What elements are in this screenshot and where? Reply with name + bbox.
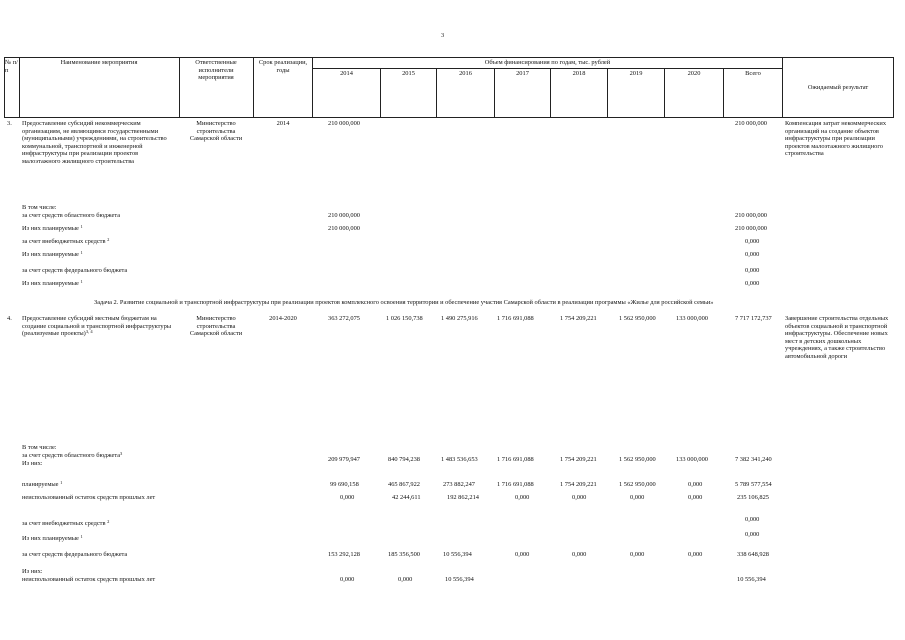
- row4-regional-total: 7 382 341,240: [735, 456, 772, 463]
- row4-regional: 133 000,000: [676, 456, 708, 463]
- row3-including: В том числе:: [22, 204, 57, 211]
- header-executors: Ответственные исполнители мероприятия: [195, 59, 237, 82]
- row4-regional: 1 562 950,000: [619, 456, 656, 463]
- row4-federal-label: за счет средств федерального бюджета: [22, 551, 128, 558]
- row4-unused-total: 235 106,825: [737, 494, 769, 501]
- row4-planned-total: 5 789 577,554: [735, 481, 772, 488]
- row4-regional: 1 754 209,221: [560, 456, 597, 463]
- row4-federal: 0,000: [572, 551, 587, 558]
- row3-sub-label: за счет средств областного бюджета: [22, 212, 121, 219]
- row4-value: 363 272,075: [328, 315, 360, 322]
- header-year: 2020: [687, 70, 701, 77]
- header-name: Наименование мероприятия: [60, 59, 138, 66]
- row4-value: 1 716 691,088: [497, 315, 534, 322]
- row4-planned: 1 716 691,088: [497, 481, 534, 488]
- row4-value: 1 562 950,000: [619, 315, 656, 322]
- row4-value: 1 490 275,916: [441, 315, 478, 322]
- row4-extra-planned-total: 0,000: [745, 531, 760, 538]
- row4-executor: Министерство строительства Самарской области: [189, 315, 243, 338]
- row3-result: Компенсация затрат некоммерческих организаций на создание объектов инфраструктуры при реализации проектов малоэтажного жилищного строительства: [785, 120, 887, 158]
- row3-sub-total: 0,000: [745, 280, 760, 287]
- row3-sub-2014: 210 000,000: [328, 225, 360, 232]
- row4-planned: 273 882,247: [443, 481, 475, 488]
- row4-of-them2: Из них:: [22, 568, 43, 575]
- header-total: Всего: [745, 70, 761, 77]
- row4-num: 4.: [7, 315, 12, 322]
- col-line: [893, 57, 894, 118]
- header-year: 2015: [402, 70, 415, 77]
- row4-planned: 465 867,922: [388, 481, 420, 488]
- row4-of-them: Из них:: [22, 460, 43, 467]
- row4-planned: 1 562 950,000: [619, 481, 656, 488]
- row4-federal-total: 338 648,928: [737, 551, 769, 558]
- row3-total: 210 000,000: [735, 120, 767, 127]
- row4-including: В том числе:: [22, 444, 57, 451]
- row3-sub-label: Из них планируемые $^1$: [22, 250, 83, 258]
- row3-sub-total: 210 000,000: [735, 225, 767, 232]
- row4-planned: 1 754 209,221: [560, 481, 597, 488]
- row4-extra-total: 0,000: [745, 516, 760, 523]
- header-bottom-border: [4, 117, 893, 118]
- row3-2014: 210 000,000: [328, 120, 360, 127]
- row4-planned-label: планируемые $^1$: [22, 480, 63, 488]
- row4-planned: 99 690,158: [330, 481, 359, 488]
- row4-unused: 42 244,611: [392, 494, 421, 501]
- row4-planned: 0,000: [688, 481, 703, 488]
- row4-value: 133 000,000: [676, 315, 708, 322]
- header-year: 2014: [340, 70, 353, 77]
- header-year: 2017: [516, 70, 529, 77]
- row4-term: 2014-2020: [269, 315, 297, 322]
- row4-regional-label: за счет средств областного бюджета$^3$: [22, 451, 123, 459]
- row4-federal: 153 292,128: [328, 551, 360, 558]
- row4-fed-unused: 0,000: [340, 576, 355, 583]
- col-line: [179, 57, 180, 118]
- row3-sub-total: 0,000: [745, 251, 760, 258]
- task2-heading: Задача 2. Развитие социальной и транспортной инфраструктуры при реализации проектов комплексного освоения территории и обеспечение участия Самарской области в реализации программы «Жилье для российской семьи»: [94, 299, 714, 306]
- row4-name: Предоставление субсидий местным бюджетам на создание социальной и транспортной инфраструктуры (реализуемые проекты)$^{3, 4}$: [22, 315, 172, 338]
- row4-unused-label: неиспользованный остаток средств прошлых лет: [22, 494, 156, 501]
- row4-federal: 185 356,500: [388, 551, 420, 558]
- header-year: 2016: [459, 70, 472, 77]
- row4-federal: 0,000: [630, 551, 645, 558]
- header-term: Срок реализации, годы: [258, 59, 308, 74]
- header-financing: Объем финансирования по годам, тыс. рублей: [484, 59, 611, 66]
- row4-result: Завершение строительства отдельных объектов социальной и транспортной инфраструктуры. Обеспечение новых мест в детских дошкольных учреждениях, а также строительство автомобильной дороги: [785, 315, 889, 360]
- row4-extra-label: за счет внебюджетных средств $^2$: [22, 519, 110, 527]
- row3-sub-label: за счет средств федерального бюджета: [22, 267, 128, 274]
- row4-unused: 192 862,214: [447, 494, 479, 501]
- row3-sub-total: 0,000: [745, 238, 760, 245]
- row3-executor: Министерство строительства Самарской области: [189, 120, 243, 143]
- page-number: 3: [441, 32, 445, 39]
- row4-total: 7 717 172,737: [735, 315, 772, 322]
- header-year: 2018: [572, 70, 586, 77]
- row4-value: 1 754 209,221: [560, 315, 597, 322]
- row3-sub-2014: 210 000,000: [328, 212, 360, 219]
- row3-sub-total: 210 000,000: [735, 212, 767, 219]
- row4-regional: 1 716 691,088: [497, 456, 534, 463]
- row3-num: 3.: [7, 120, 12, 127]
- row4-value: 1 026 150,738: [386, 315, 423, 322]
- row4-federal: 0,000: [688, 551, 703, 558]
- row4-regional: 209 979,947: [328, 456, 360, 463]
- row4-unused: 0,000: [572, 494, 587, 501]
- row4-federal: 10 556,394: [443, 551, 472, 558]
- row3-sub-label: за счет внебюджетных средств $^2$: [22, 237, 110, 245]
- header-year: 2019: [629, 70, 643, 77]
- row3-sub-label: Из них планируемые $^1$: [22, 279, 83, 287]
- row4-unused: 0,000: [340, 494, 355, 501]
- financing-header-divider: [312, 68, 782, 69]
- row3-sub-label: Из них планируемые $^1$: [22, 224, 83, 232]
- row4-unused: 0,000: [630, 494, 645, 501]
- header-num: № п/п: [5, 59, 18, 74]
- row3-term: 2014: [276, 120, 290, 127]
- row4-federal: 0,000: [515, 551, 530, 558]
- row4-unused: 0,000: [688, 494, 703, 501]
- row3-sub-total: 0,000: [745, 267, 760, 274]
- row4-fed-unused: 10 556,394: [445, 576, 474, 583]
- header-result: Ожидаемый результат: [807, 84, 869, 91]
- row4-regional: 1 483 536,653: [441, 456, 478, 463]
- row4-unused: 0,000: [515, 494, 530, 501]
- row4-fed-unused-label: неиспользованный остаток средств прошлых лет: [22, 576, 156, 583]
- row4-fed-unused-total: 10 556,394: [737, 576, 766, 583]
- row4-regional: 840 794,238: [388, 456, 420, 463]
- row3-name: Предоставление субсидий некоммерческим организациям, не являющимся государственными (муниципальными) учреждениями, на строительство коммунальной, транспортной и инженерной инфраструктуры при реализации проектов малоэтажного жилищного строительства: [22, 120, 167, 165]
- table-top-border: [4, 57, 893, 58]
- row4-extra-planned-label: Из них планируемые $^1$: [22, 534, 83, 542]
- row4-fed-unused: 0,000: [398, 576, 413, 583]
